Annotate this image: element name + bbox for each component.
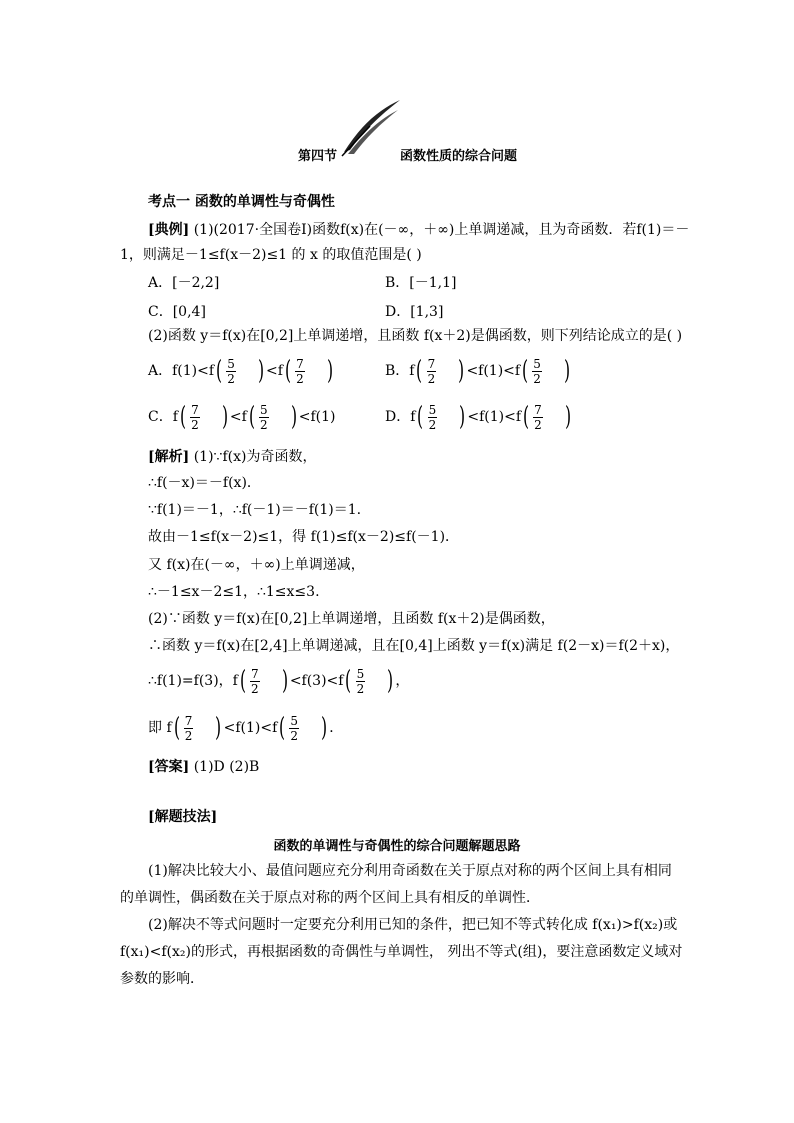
solution-line1: [解析] (1)∵f(x)为奇函数， xyxy=(148,449,317,465)
paren-open: ( xyxy=(216,356,223,386)
fraction-7-2: $\frac{7}{2}$ xyxy=(427,356,436,386)
fraction-7-2: $\frac{7}{2}$ xyxy=(184,713,193,743)
fraction-7-2: $\frac{7}{2}$ xyxy=(251,666,259,696)
method-p2-line2: f(x₁)<f(x₂)的形式，再根据函数的奇偶性与单调性， 列出不等式(组)，要注意函数定义域对 xyxy=(120,944,683,960)
answer-tag: [答案] xyxy=(148,759,190,775)
q2-option-b: B．f( $\frac{7}{2}$ ) <f(1)<f( $\frac{5}{2}$ ) xyxy=(385,356,571,386)
solution-line9: ∴f(1)=f(3)，f( $\frac{7}{2}$ ) <f(3)<f( $\frac{5}{2}$ ) ， xyxy=(148,666,410,696)
method-p1-line1: (1)解决比较大小、最值问题应充分利用奇函数在关于原点对称的两个区间上具有相同 xyxy=(148,863,672,879)
solution-line3: ∵f(1)＝－1，∴f(－1)＝－f(1)＝1. xyxy=(148,502,362,518)
q2-option-d: D．f( $\frac{5}{2}$ ) <f(1)<f( $\frac{7}{2}$ ) xyxy=(385,402,571,432)
q2a-prefix: A．f(1)<f xyxy=(148,363,215,379)
q1-text-1: (1)(2017·全国卷Ⅰ)函数f(x)在(－∞，＋∞)上单调递减，且为奇函数．若f(1)＝－ xyxy=(193,222,690,238)
q1-text-2: 1，则满足－1≤f(x－2)≤1 的 x 的取值范围是( ) xyxy=(120,247,422,263)
fraction-5-2: $\frac{5}{2}$ xyxy=(290,713,299,743)
fraction-7-2: $\frac{7}{2}$ xyxy=(296,356,304,386)
example-tag: [典例] xyxy=(148,222,190,238)
q2a-mid: <f xyxy=(266,363,283,379)
answer-line: [答案] (1)D (2)B xyxy=(148,759,260,775)
fraction-5-2: $\frac{5}{2}$ xyxy=(356,666,365,696)
method-p2-line3: 参数的影响． xyxy=(120,971,204,987)
fraction-5-2: $\frac{5}{2}$ xyxy=(428,402,437,432)
method-heading: 函数的单调性与奇偶性的综合问题解题思路 xyxy=(273,839,521,854)
fraction-5-2: $\frac{5}{2}$ xyxy=(533,356,541,386)
q2-option-a: A．f(1)<f( $\frac{5}{2}$ ) <f( $\frac{7}{2}$ ) xyxy=(148,356,333,386)
section-label: 第四节 xyxy=(298,149,338,164)
solution-line8: ∴函数 y＝f(x)在[2,4]上单调递减，且在[0,4]上函数 y＝f(x)满足 f(2－x)＝f(2＋x)， xyxy=(148,638,680,654)
q2-text: (2)函数 y＝f(x)在[0,2]上单调递增，且函数 f(x＋2)是偶函数，则下列结论成立的是( ) xyxy=(148,328,683,344)
q1-option-b: B．[－1,1] xyxy=(385,275,457,291)
solution-line7: (2)∵函数 y＝f(x)在[0,2]上单调递增，且函数 f(x＋2)是偶函数， xyxy=(148,611,555,627)
q1-option-a: A．[－2,2] xyxy=(148,275,220,291)
method-p2-line1: (2)解决不等式问题时一定要充分利用已知的条件，把已知不等式转化成 f(x₁)>f(x₂)或 xyxy=(148,917,678,933)
solution-line4: 故由－1≤f(x－2)≤1，得 f(1)≤f(x－2)≤f(－1)． xyxy=(148,529,460,545)
solution-line2: ∴f(－x)＝－f(x)． xyxy=(148,475,261,491)
fraction-5-2: $\frac{5}{2}$ xyxy=(259,402,268,432)
solution-line10: 即 f( $\frac{7}{2}$ ) <f(1)<f( $\frac{5}{2}$ ) ． xyxy=(148,713,344,743)
example-q1-line1 xyxy=(148,221,689,239)
q1-option-c: C．[0,4] xyxy=(148,304,206,320)
topic-heading: 考点一 函数的单调性与奇偶性 xyxy=(148,194,335,210)
solution-line5: 又 f(x)在(－∞，＋∞)上单调递减， xyxy=(148,557,365,573)
fraction-7-2: $\frac{7}{2}$ xyxy=(191,402,199,432)
q1-option-d: D．[1,3] xyxy=(385,304,444,320)
solution-tag: [解析] xyxy=(148,449,190,465)
page-title: 函数性质的综合问题 xyxy=(400,149,518,164)
method-p1-line2: 的单调性，偶函数在关于原点对称的两个区间上具有相反的单调性． xyxy=(120,890,540,906)
feather-logo-icon xyxy=(340,96,402,158)
fraction-5-2: $\frac{5}{2}$ xyxy=(227,356,235,386)
q2-option-c: C．f( $\frac{7}{2}$ ) <f( $\frac{5}{2}$ ) <f(1) xyxy=(148,402,336,432)
solution-line6: ∴－1≤x－2≤1，∴1≤x≤3. xyxy=(148,584,320,600)
fraction-7-2: $\frac{7}{2}$ xyxy=(534,402,542,432)
method-tag: [解题技法] xyxy=(148,809,218,825)
